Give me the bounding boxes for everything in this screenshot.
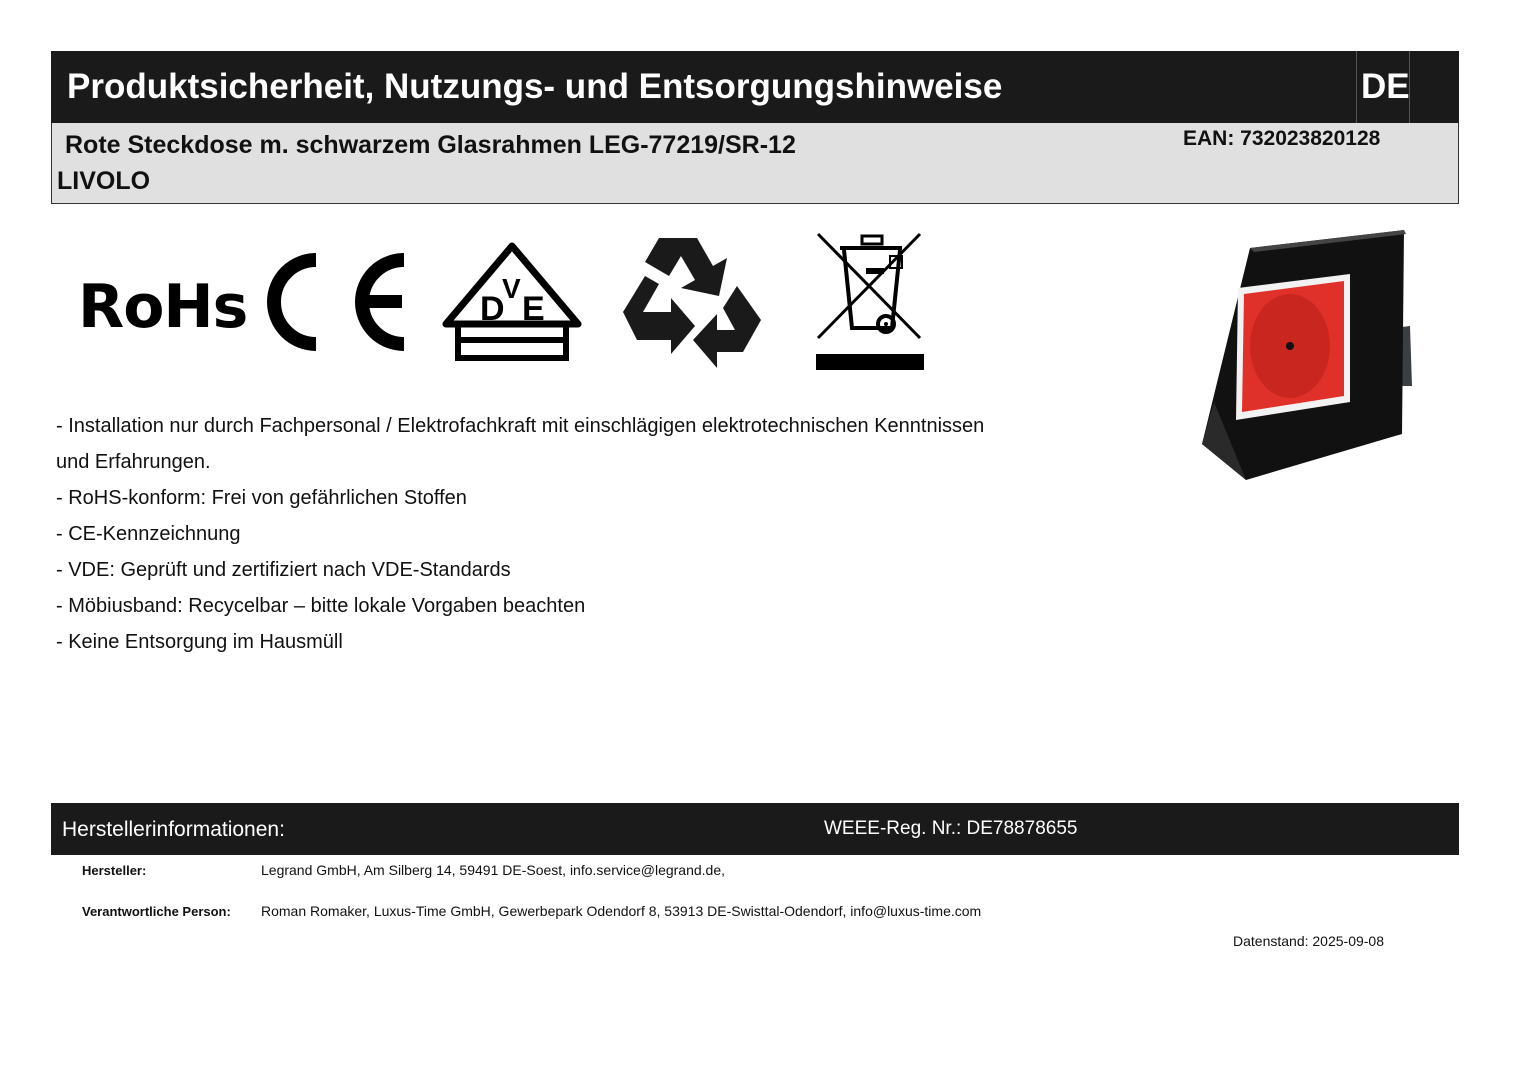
list-item: - CE-Kennzeichnung xyxy=(56,523,241,545)
language-box xyxy=(1356,51,1410,123)
manufacturer-info-bar xyxy=(51,803,1459,855)
vde-mark-icon xyxy=(440,240,584,369)
manufacturer-value: Legrand GmbH, Am Silberg 14, 59491 DE-Soest, info.service@legrand.de, xyxy=(261,862,726,878)
svg-text:E: E xyxy=(522,290,545,328)
brand-name: LIVOLO xyxy=(57,167,151,195)
manufacturer-label: Hersteller: xyxy=(82,863,147,878)
header-bar xyxy=(51,51,1459,123)
crossed-out-bin-icon xyxy=(814,230,926,379)
ce-mark-icon xyxy=(258,248,408,361)
page-title: Produktsicherheit, Nutzungs- und Entsorgungshinweise xyxy=(67,67,1003,106)
data-date: Datenstand: 2025-09-08 xyxy=(1233,933,1384,949)
rohs-logo: RoHs xyxy=(78,272,248,342)
language-code: DE xyxy=(1361,67,1410,106)
list-item: - RoHS-konform: Frei von gefährlichen Stoffen xyxy=(56,487,467,509)
list-item: - Keine Entsorgung im Hausmüll xyxy=(56,631,343,653)
list-item: und Erfahrungen. xyxy=(56,451,211,473)
footer-title: Herstellerinformationen: xyxy=(62,818,285,841)
ean-code: EAN: 732023820128 xyxy=(1183,127,1381,150)
svg-text:V: V xyxy=(502,273,521,304)
list-item: - VDE: Geprüft und zertifiziert nach VDE-Standards xyxy=(56,559,511,581)
safety-info-list xyxy=(56,408,1136,660)
weee-registration: WEEE-Reg. Nr.: DE78878655 xyxy=(824,818,1078,839)
product-name: Rote Steckdose m. schwarzem Glasrahmen LEG-77219/SR-12 xyxy=(65,131,796,159)
list-item: - Installation nur durch Fachpersonal / Elektrofachkraft mit einschlägigen elektrotechnischen Kenntnissen xyxy=(56,415,985,437)
list-item: - Möbiusband: Recycelbar – bitte lokale Vorgaben beachten xyxy=(56,595,586,617)
svg-text:D: D xyxy=(480,290,505,328)
product-image xyxy=(1198,226,1420,487)
recycle-icon xyxy=(615,230,767,381)
product-bar xyxy=(51,123,1459,204)
responsible-person-label: Verantwortliche Person: xyxy=(82,904,231,919)
responsible-person-value: Roman Romaker, Luxus-Time GmbH, Gewerbepark Odendorf 8, 53913 DE-Swisttal-Odendorf, info@luxus-time.com xyxy=(261,903,982,919)
